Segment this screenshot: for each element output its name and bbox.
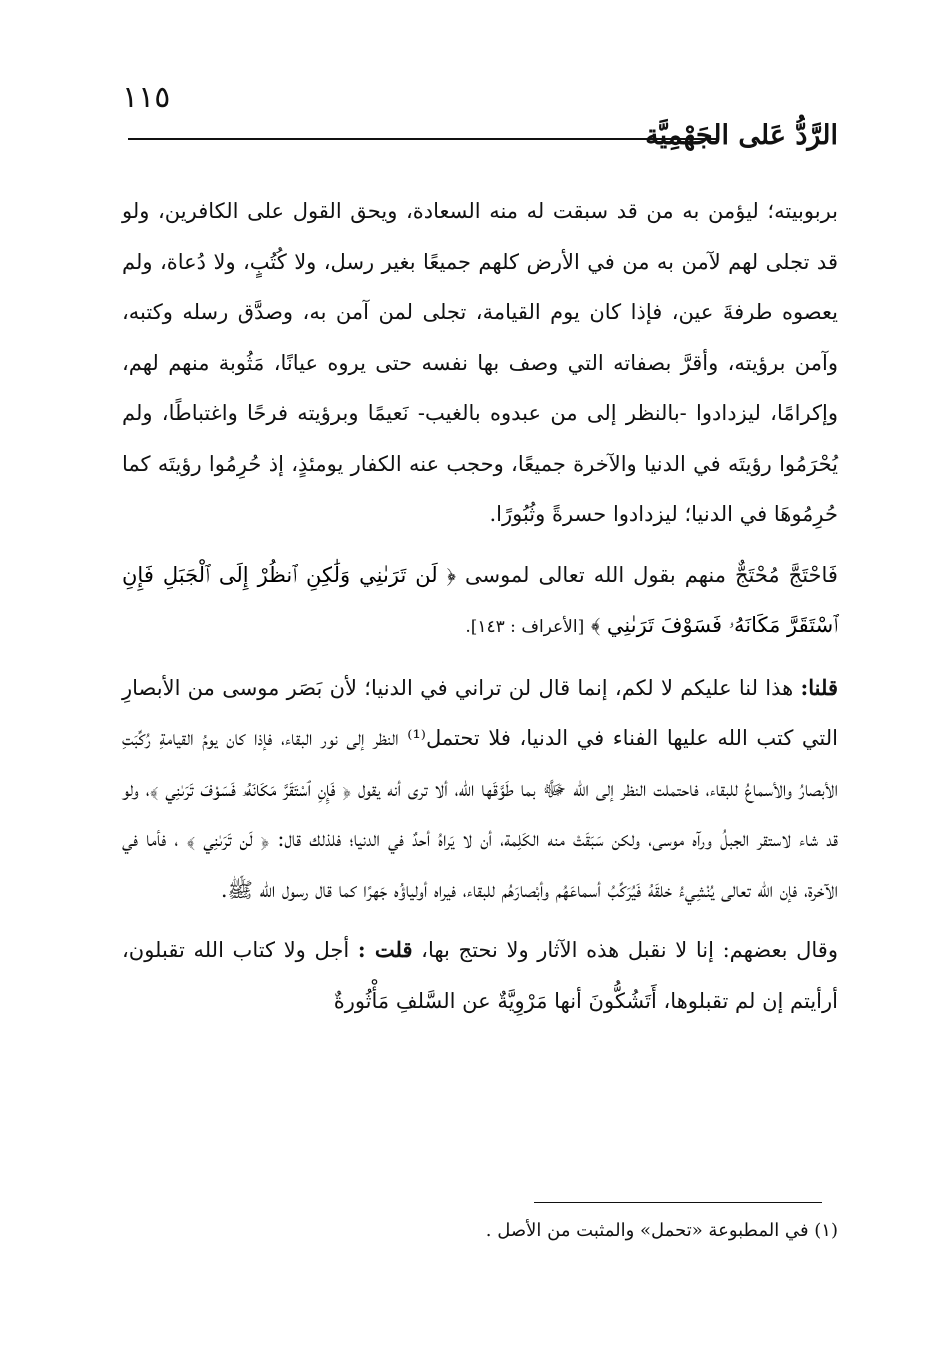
paragraph-2-intro: فَاحْتَجَّ مُحْتَجٌّ منهم بقول الله تعالى لموسى (464, 562, 838, 587)
body-text (122, 186, 838, 1026)
paragraph-4-text: وقال بعضهم: إنا لا نقبل هذه الآثار ولا نحتج بها، (421, 938, 838, 962)
paragraph-3-text-2: ، ولو قد شاء لاستقر الجبلُ ورآه موسى، ولكن سَبَقَتْ منه الكَلِمة، أن لا يَراهُ أحدٌ في الدنيا؛ فلذلك قال: (122, 776, 838, 851)
footnote-rule (534, 1202, 822, 1203)
paragraph-gap (122, 915, 838, 925)
paragraph-3-lead: قلنا: (800, 674, 838, 700)
running-title: الرَّدُّ عَلى الجَهْمِيَّة (645, 120, 838, 151)
paragraph-3-text-3: ، فأما في الآخرة، فإن الله تعالى يُنْشِيءُ خلقَهُ فَيُرَكِّبُ أسماعَهُم وأبْصارَهُم للبقاء، فيراه أولياؤُه جَهرًا كما قال رسول الله ﷺ. (122, 827, 838, 902)
quran-verse-3: ﴿ لَن تَرَىٰنِي ﴾ (186, 827, 270, 851)
paragraph-3 (122, 663, 838, 916)
paragraph-1-text: بربوبيته؛ ليؤمن به من قد سبقت له منه السعادة، ويحق القول على الكافرين، ولو قد تجلى لهم لآمن به من في الأرض كلهم جميعًا بغير رسل، ولا كُتُبٍ، ولا دُعاة، ولم يعصوه طرفةَ عين، فإذا كان يوم القيامة، تجلى لمن آمن به، وصدَّق رسله وكتبه، وآمن برؤيته، وأقرَّ بصفاته التي وصف بها نفسه حتى يروه عيانًا، مَثُوبة منهم لهم، وإكرامًا، ليزدادوا -بالنظر إلى من عبدوه بالغيب- نَعيمًا وبرؤيته فرحًا واغتباطًا، ولم يُحْرَمُوا رؤيتَه في الدنيا والآخرة جميعًا، وحجب عنه الكفار يومئذٍ، إذ حُرِمُوا رؤيتَه كما حُرِمُوهَا في الدنيا؛ ليزدادوا حسرةً وثُبُورًا. (122, 199, 838, 526)
quran-verse-2: ﴿ فَإِنِ ٱسْتَقَرَّ مَكَانَهُۥ فَسَوْفَ تَرَىٰنِي ﴾ (149, 776, 352, 801)
paragraph-gap (122, 540, 838, 550)
paragraph-4-text-2: أجل ولا كتاب الله تقبلون، أرأيتم إن لم تقبلوها، أَتَشُكُّونَ أنها مَرْوِيَّةٌ عن السَّلفِ مَأْثُورةٌ (122, 938, 838, 1013)
page-number: ١١٥ (122, 80, 171, 115)
verse-reference: [الأعراف : ١٤٣]. (465, 617, 585, 637)
quran-verse-1: ﴿ لَن تَرَىٰنِي وَلَٰكِنِ ٱنظُرْ إِلَى ٱلْجَبَلِ فَإِنِ ٱسْتَقَرَّ مَكَانَهُۥ فَسَوْفَ تَرَىٰنِي ﴾ (122, 562, 838, 637)
paragraph-4 (122, 925, 838, 1026)
header-rule (128, 138, 718, 140)
paragraph-4-lead: قلت : (357, 937, 413, 962)
paragraph-gap (122, 653, 838, 663)
paragraph-1 (122, 186, 838, 540)
paragraph-2 (122, 550, 838, 653)
footnote: (١) في المطبوعة «تحمل» والمثبت من الأصل . (485, 1220, 838, 1241)
paragraph-3-text: هذا لنا عليكم لا لكم، إنما قال لن تراني في الدنيا؛ لأن بَصَر موسى من الأبصارِ التي كتب الله عليها الفناء في الدنيا، فلا تحتمل⁽¹⁾ النظر إلى نور البقاء، فإذا كان يومُ القيامةِ رُكِّبَتِ الأبصارُ والأسماعُ للبقاء، فاحتملت النظر إلى الله ﷻ بما طَوَّقَها الله، ألا ترى أنه يقول (122, 675, 838, 801)
